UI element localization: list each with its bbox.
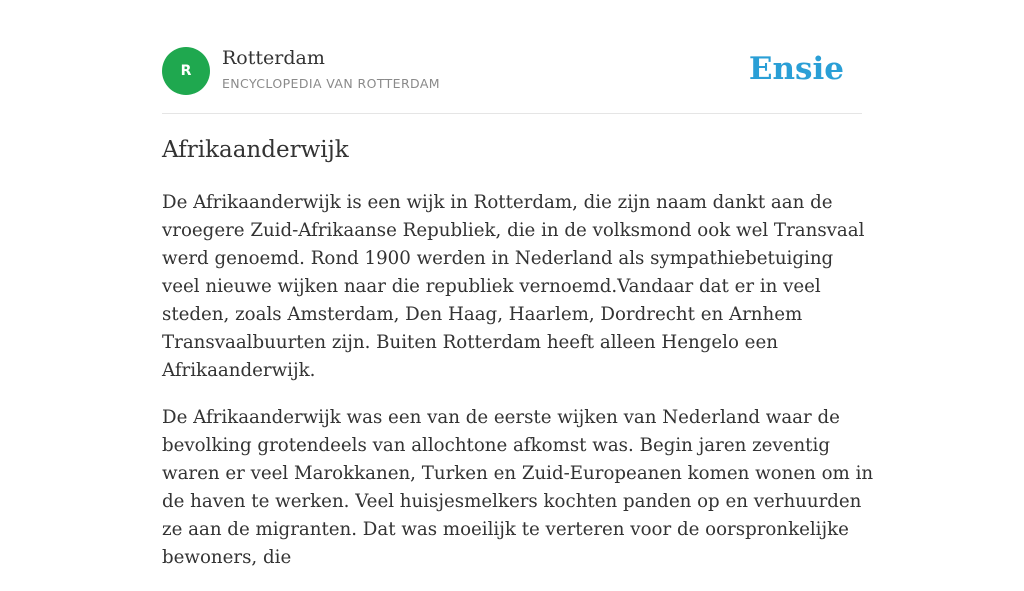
avatar[interactable]: R <box>162 47 210 95</box>
article-body <box>162 189 874 591</box>
site-subtitle: ENCYCLOPEDIA VAN ROTTERDAM <box>222 76 440 91</box>
site-header <box>162 47 862 95</box>
article-paragraph: De Afrikaanderwijk was een van de eerste wijken van Nederland waar de bevolking grotendeels van allochtone afkomst was. Begin jaren zeventig waren er veel Marokkanen, Turken en Zuid-Europeanen komen wonen om in de haven te werken. Veel huisjesmelkers kochten panden op en verhuurden ze aan de migranten. Dat was moeilijk te verteren voor de oorspronkelijke bewoners, die <box>162 407 874 568</box>
article-paragraph: De Afrikaanderwijk is een wijk in Rotterdam, die zijn naam dankt aan de vroegere Zuid-Afrikaanse Republiek, die in de volksmond ook wel Transvaal werd genoemd. Rond 1900 werden in Nederland als sympathiebetuiging veel nieuwe wijken naar die republiek vernoemd.Vandaar dat er in veel steden, zoals Amsterdam, Den Haag, Haarlem, Dordrecht en Arnhem Transvaalbuurten zijn. Buiten Rotterdam heeft alleen Hengelo een Afrikaanderwijk. <box>162 192 865 381</box>
site-name[interactable]: Rotterdam <box>222 47 325 69</box>
article-title: Afrikaanderwijk <box>162 137 349 163</box>
divider <box>162 113 862 114</box>
ensie-logo[interactable]: Ensie <box>748 51 844 87</box>
